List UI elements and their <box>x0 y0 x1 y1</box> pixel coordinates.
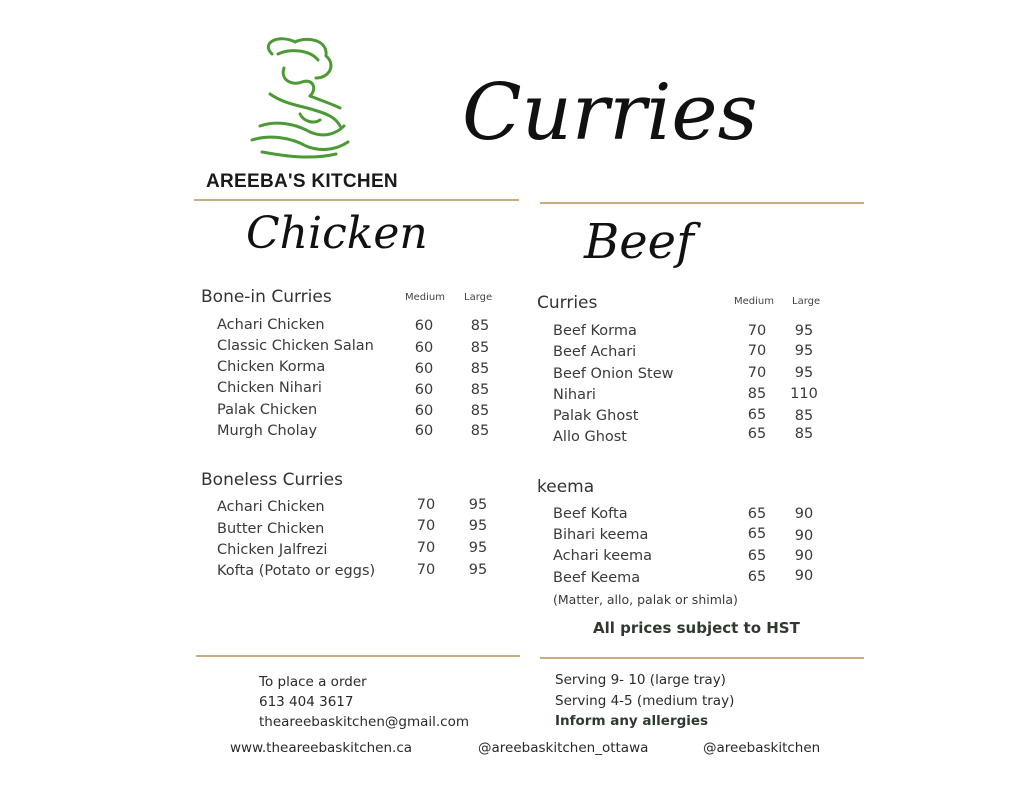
serving-medium: Serving 4-5 (medium tray) <box>555 693 735 709</box>
price-large: 85 <box>470 361 490 377</box>
price-large: 95 <box>794 323 814 339</box>
price-large: 85 <box>470 382 490 398</box>
price-medium: 60 <box>414 318 434 334</box>
price-large: 90 <box>794 506 814 522</box>
price-medium: 70 <box>416 518 436 534</box>
price-large: 90 <box>794 528 814 544</box>
list-item: Achari Chicken <box>217 317 325 333</box>
price-medium: 65 <box>747 506 767 522</box>
price-medium: 65 <box>747 426 767 442</box>
list-item: Chicken Jalfrezi <box>217 542 328 558</box>
keema-title: keema <box>537 477 595 497</box>
price-large: 85 <box>794 426 814 442</box>
price-large: 95 <box>794 343 814 359</box>
price-large: 95 <box>468 518 488 534</box>
chef-leaf-logo <box>240 34 360 164</box>
page-title: Curries <box>462 68 758 158</box>
list-item: Chicken Nihari <box>217 380 322 396</box>
beef-heading: Beef <box>584 214 694 270</box>
price-large: 85 <box>470 318 490 334</box>
beef-medium-header: Medium <box>734 296 774 307</box>
price-large: 95 <box>794 365 814 381</box>
price-medium: 70 <box>747 365 767 381</box>
price-large: 95 <box>468 497 488 513</box>
price-large: 85 <box>470 403 490 419</box>
list-item: Allo Ghost <box>553 429 627 445</box>
price-medium: 60 <box>414 423 434 439</box>
price-medium: 70 <box>747 343 767 359</box>
list-item: Butter Chicken <box>217 521 325 537</box>
price-medium: 70 <box>416 497 436 513</box>
divider-bottom-left <box>196 655 520 657</box>
list-item: Kofta (Potato or eggs) <box>217 563 376 579</box>
website-link[interactable]: www.theareebaskitchen.ca <box>230 740 413 756</box>
list-item: Palak Ghost <box>553 408 639 424</box>
list-item: Beef Korma <box>553 323 637 339</box>
price-large: 90 <box>794 568 814 584</box>
price-large: 85 <box>794 408 814 424</box>
list-item: Chicken Korma <box>217 359 326 375</box>
beef-large-header: Large <box>792 296 821 307</box>
list-item: Beef Kofta <box>553 506 628 522</box>
price-large: 85 <box>470 340 490 356</box>
order-email[interactable]: theareebaskitchen@gmail.com <box>259 714 469 730</box>
price-medium: 60 <box>414 361 434 377</box>
bone-in-large-header: Large <box>464 292 493 303</box>
list-item: Classic Chicken Salan <box>217 338 374 354</box>
allergies-note: Inform any allergies <box>555 713 709 729</box>
list-item: Palak Chicken <box>217 402 318 418</box>
list-item: Murgh Cholay <box>217 423 318 439</box>
price-medium: 65 <box>747 407 767 423</box>
price-medium: 65 <box>747 569 767 585</box>
price-large: 95 <box>468 540 488 556</box>
keema-note: (Matter, allo, palak or shimla) <box>553 592 738 607</box>
list-item: Nihari <box>553 387 596 403</box>
price-medium: 65 <box>747 526 767 542</box>
price-medium: 60 <box>414 403 434 419</box>
price-medium: 70 <box>747 323 767 339</box>
hst-note: All prices subject to HST <box>593 619 800 637</box>
beef-curries-title: Curries <box>537 293 598 313</box>
list-item: Beef Achari <box>553 344 637 360</box>
chicken-heading: Chicken <box>246 208 428 259</box>
divider-bottom-right <box>540 657 864 659</box>
list-item: Bihari keema <box>553 527 649 543</box>
price-medium: 60 <box>414 340 434 356</box>
price-large: 95 <box>468 562 488 578</box>
brand-name: AREEBA'S KITCHEN <box>206 171 398 192</box>
price-medium: 65 <box>747 548 767 564</box>
instagram-ottawa-link[interactable]: @areebaskitchen_ottawa <box>478 740 649 756</box>
order-phone[interactable]: 613 404 3617 <box>259 694 354 710</box>
price-medium: 60 <box>414 382 434 398</box>
price-medium: 70 <box>416 562 436 578</box>
bone-in-title: Bone-in Curries <box>201 287 332 307</box>
instagram-link[interactable]: @areebaskitchen <box>703 740 821 756</box>
boneless-title: Boneless Curries <box>201 470 343 490</box>
divider-top-right <box>540 202 864 204</box>
list-item: Achari keema <box>553 548 653 564</box>
price-medium: 70 <box>416 540 436 556</box>
serving-large: Serving 9- 10 (large tray) <box>555 672 726 688</box>
price-medium: 85 <box>747 386 767 402</box>
list-item: Beef Onion Stew <box>553 366 674 382</box>
price-large: 85 <box>470 423 490 439</box>
order-text: To place a order <box>259 674 367 690</box>
price-large: 90 <box>794 548 814 564</box>
list-item: Beef Keema <box>553 570 641 586</box>
bone-in-medium-header: Medium <box>405 292 445 303</box>
price-large: 110 <box>790 386 818 402</box>
divider-top-left <box>194 199 519 201</box>
list-item: Achari Chicken <box>217 499 325 515</box>
